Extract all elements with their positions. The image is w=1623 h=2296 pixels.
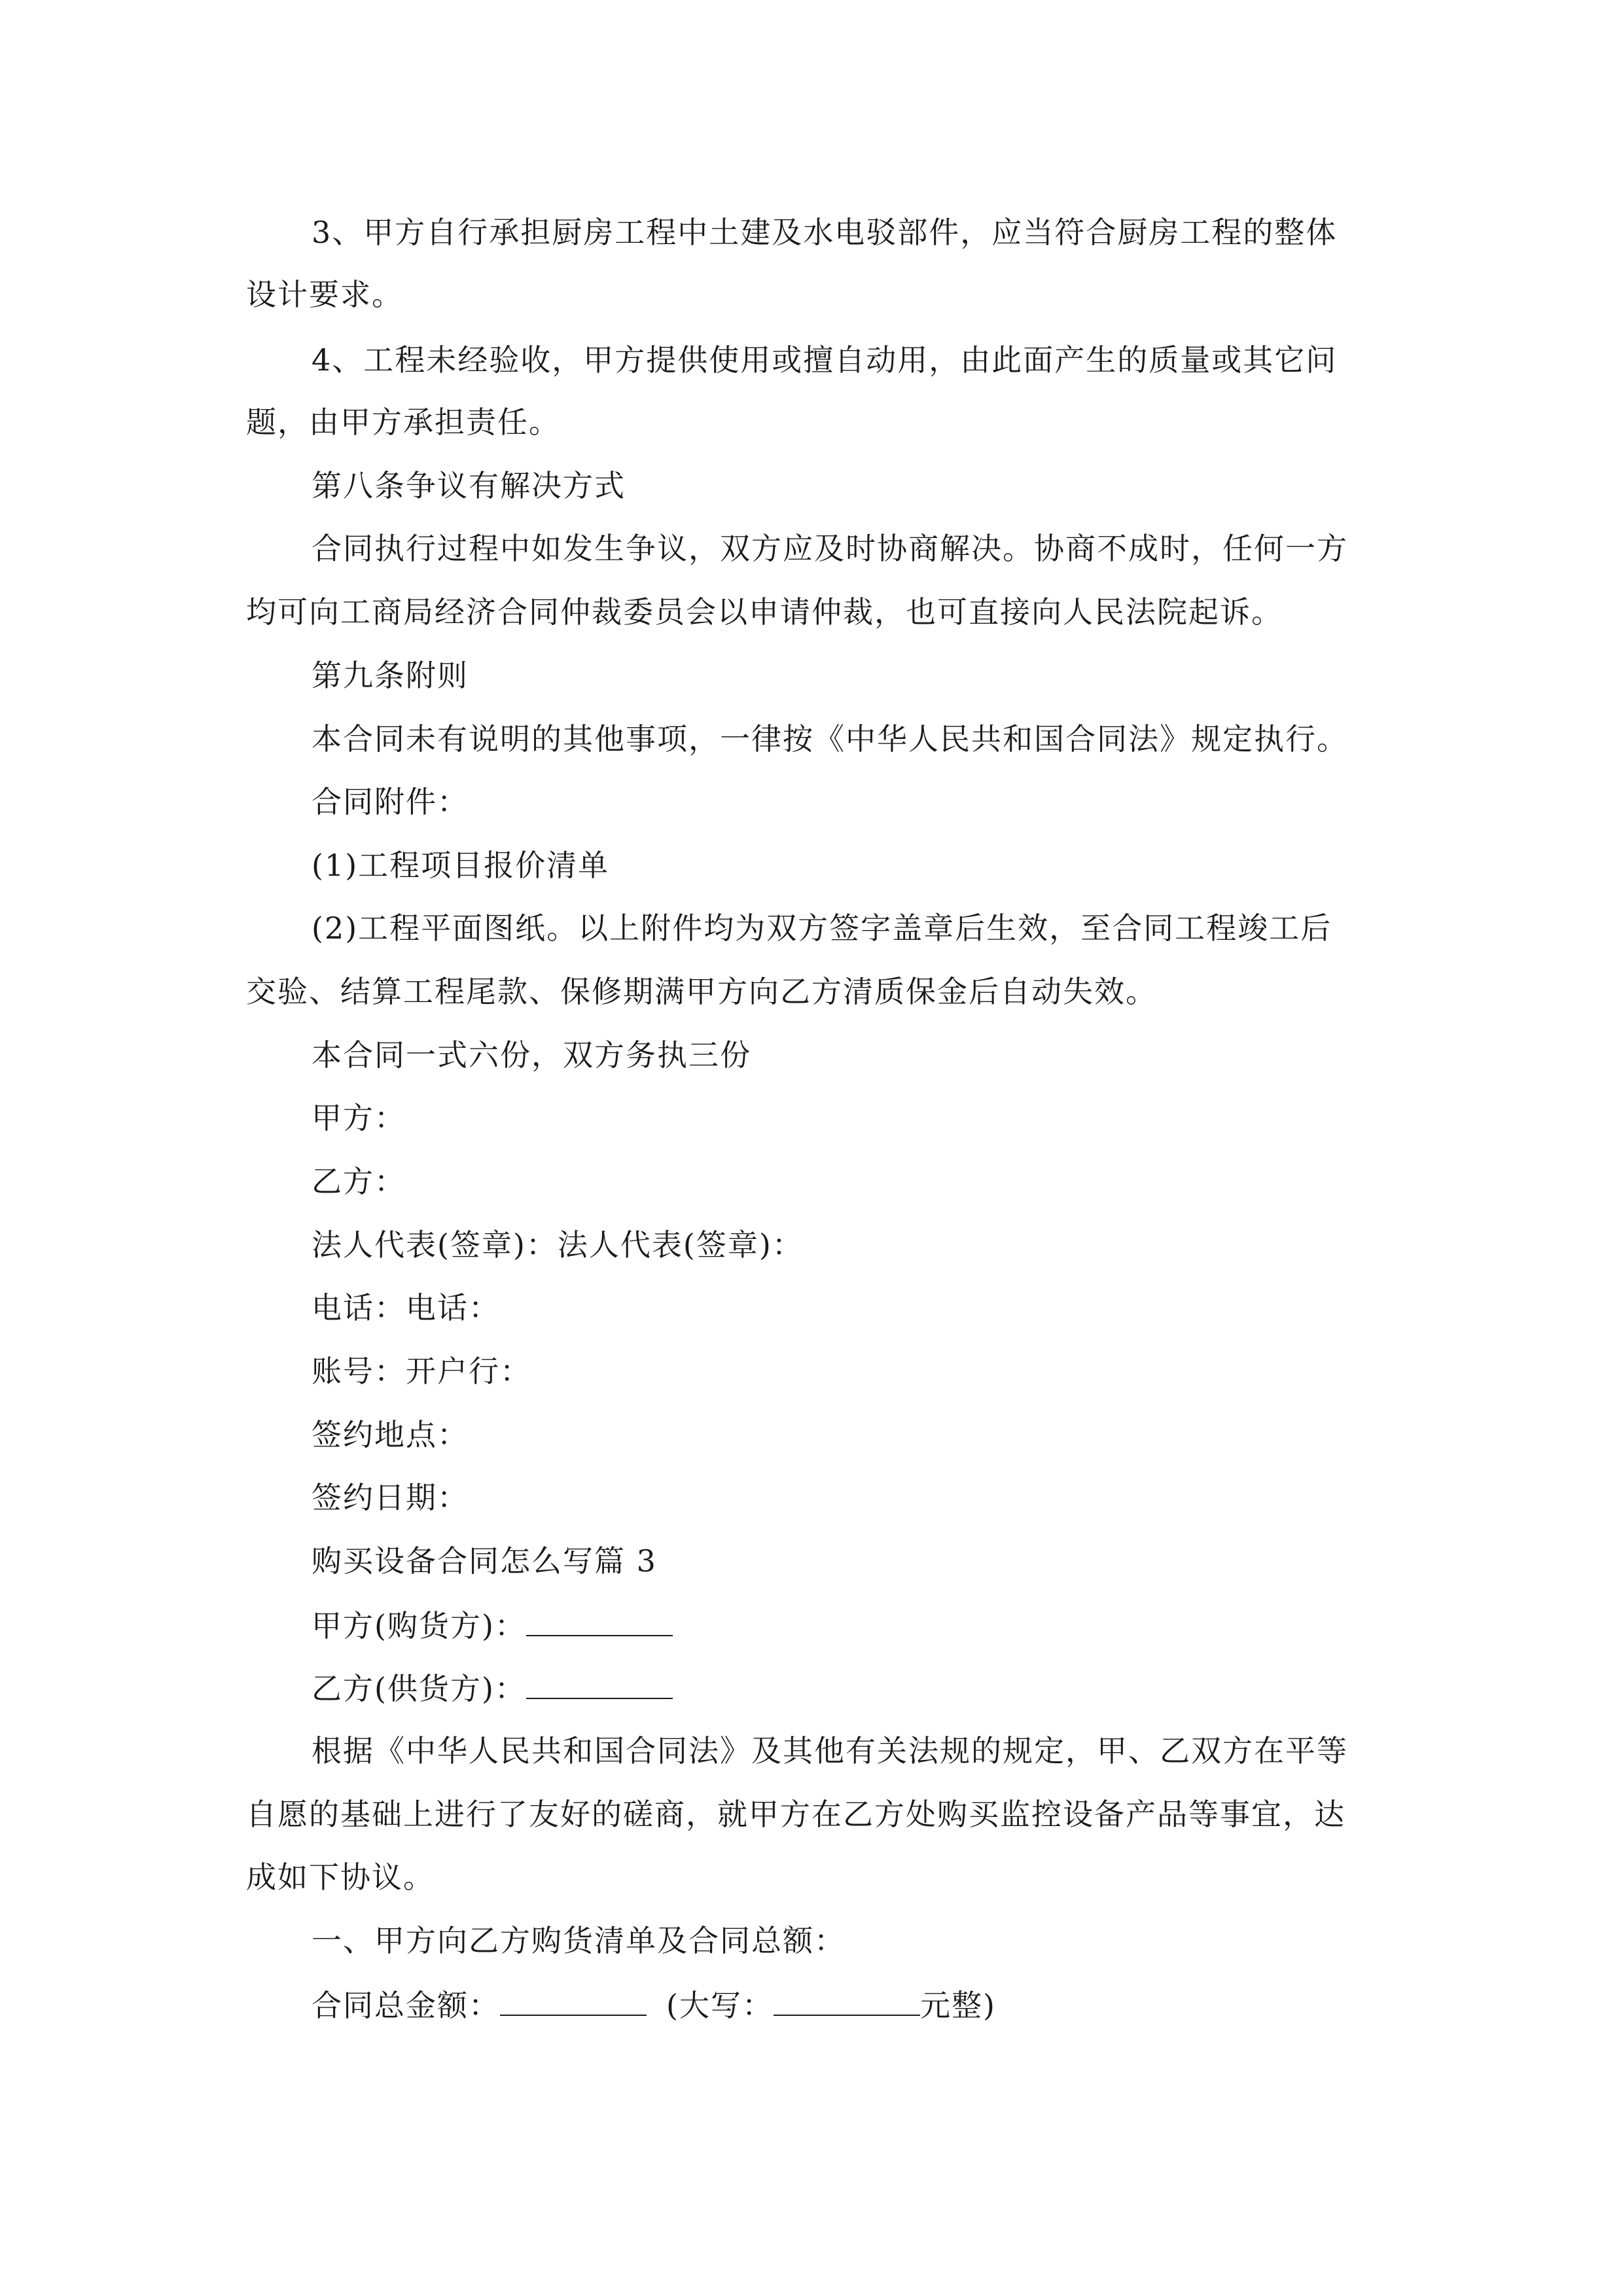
paragraph-line: 设计要求。 — [246, 277, 403, 312]
party-field — [312, 1605, 673, 1644]
amount-field — [312, 1984, 996, 2024]
signature-field: 账号：开户行： — [312, 1354, 531, 1389]
section-heading: 一、甲方向乙方购货清单及合同总额： — [312, 1923, 846, 1958]
signature-field: 签约日期： — [312, 1480, 469, 1515]
blank-line — [526, 1668, 673, 1699]
party-label: 甲方(购货方)： — [312, 1608, 526, 1643]
blank-line — [500, 1984, 647, 2016]
section-heading: 第八条争议有解决方式 — [312, 468, 626, 503]
paragraph-line: 4、工程未经验收，甲方提供使用或擅自动用，由此面产生的质量或其它问 — [312, 342, 1338, 378]
signature-field: 甲方： — [312, 1100, 406, 1136]
paragraph-line: 自愿的基础上进行了友好的磋商，就甲方在乙方处购买监控设备产品等事宜，达 — [246, 1797, 1346, 1832]
amount-suffix: 元整) — [919, 1988, 996, 2023]
paragraph-line: 题，由甲方承担责任。 — [246, 404, 560, 440]
blank-line — [526, 1605, 673, 1636]
amount-words-label: (大写： — [666, 1988, 774, 2023]
paragraph-line: 根据《中华人民共和国合同法》及其他有关法规的规定，甲、乙双方在平等 — [312, 1733, 1348, 1768]
blank-line — [774, 1984, 920, 2016]
paragraph-line: 本合同未有说明的其他事项，一律按《中华人民共和国合同法》规定执行。 — [312, 721, 1348, 757]
paragraph-line: 3、甲方自行承担厨房工程中土建及水电驳部件，应当符合厨房工程的整体 — [312, 215, 1338, 250]
amount-label: 合同总金额： — [312, 1988, 500, 2023]
paragraph-line: 交验、结算工程尾款、保修期满甲方向乙方清质保金后自动失效。 — [246, 974, 1157, 1009]
paragraph-line: 成如下协议。 — [246, 1859, 435, 1895]
list-item: (1)工程项目报价清单 — [312, 848, 610, 883]
signature-field: 电话：电话： — [312, 1290, 500, 1325]
signature-field: 法人代表(签章)：法人代表(签章)： — [312, 1227, 804, 1263]
document-title: 购买设备合同怎么写篇 3 — [312, 1543, 657, 1579]
section-heading: 第九条附则 — [312, 658, 469, 693]
paragraph-line: 本合同一式六份，双方务执三份 — [312, 1037, 751, 1073]
list-item: (2)工程平面图纸。以上附件均为双方签字盖章后生效，至合同工程竣工后 — [312, 910, 1332, 946]
party-field — [312, 1668, 673, 1707]
signature-field: 签约地点： — [312, 1417, 469, 1452]
signature-field: 乙方： — [312, 1164, 406, 1199]
paragraph-line: 合同附件： — [312, 784, 469, 819]
paragraph-line: 均可向工商局经济合同仲裁委员会以申请仲裁，也可直接向人民法院起诉。 — [246, 594, 1283, 630]
paragraph-line: 合同执行过程中如发生争议，双方应及时协商解决。协商不成时，任何一方 — [312, 531, 1348, 566]
party-label: 乙方(供货方)： — [312, 1671, 526, 1706]
